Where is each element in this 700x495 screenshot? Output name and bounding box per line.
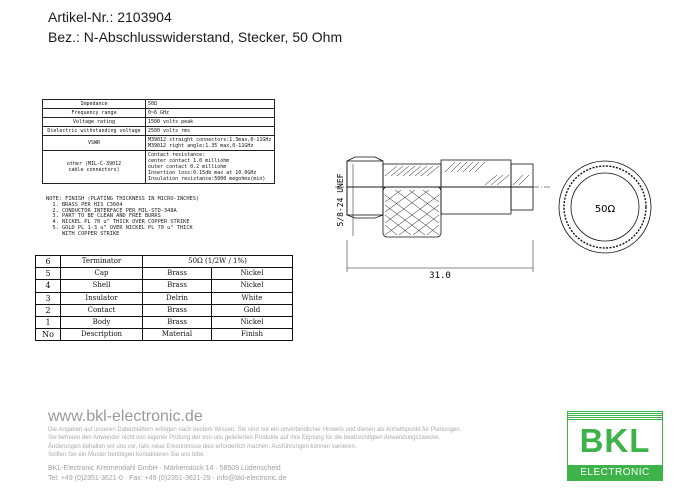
part-desc: Body	[61, 316, 143, 328]
spec-value: 1500 volts peak	[146, 118, 275, 127]
parts-row	[36, 268, 293, 280]
logo-sub-text: ELECTRONIC	[568, 465, 662, 480]
parts-row	[36, 280, 293, 292]
disclaimer-line: Sie befreien den Anwender nicht von eigener Prüfung der von uns gelieferten Produkte auf ihre Eignung für die beabsichtigten Anwendungszwecke.	[48, 435, 441, 442]
part-finish: Nickel	[212, 280, 293, 292]
parts-row	[36, 256, 293, 268]
spec-value: Contact resistance: center contact 1.0 milliohm outer contact 0.2 milliohm Insertion loss:0.15db max at 10.0GHz Insulation resistance:5000 megohms(min)	[146, 151, 275, 184]
part-desc: Terminator	[61, 256, 143, 268]
disclaimer	[48, 426, 568, 459]
spec-label: other (MIL-C-39012 cable connectors)	[43, 151, 146, 184]
part-desc: Insulator	[61, 292, 143, 304]
disclaimer-line: Änderungen behalten wir uns vor, falls neue Erkenntnisse dies erforderlich machen. Ausführungen können variieren.	[48, 443, 357, 450]
spec-value: 0~6 GHz	[146, 109, 275, 118]
logo-main-text: BKL	[579, 422, 651, 459]
part-finish: White	[212, 292, 293, 304]
part-no: 2	[36, 304, 61, 316]
header-no: No	[36, 329, 61, 341]
header-desc: Description	[61, 329, 143, 341]
part-no: 4	[36, 280, 61, 292]
part-desc: Contact	[61, 304, 143, 316]
length-dimension-label: 31.0	[429, 271, 451, 281]
spec-row	[43, 127, 275, 136]
part-no: 6	[36, 256, 61, 268]
spec-label: Frequency range	[43, 109, 146, 118]
part-finish: Nickel	[212, 268, 293, 280]
spec-label: Impedance	[43, 100, 146, 109]
company-address: BKL-Electronic Kreimendahl GmbH · Märkenstück 14 · 58509 Lüdenscheid	[48, 465, 281, 472]
part-material: Delrin	[143, 292, 212, 304]
parts-row	[36, 292, 293, 304]
spec-row	[43, 100, 275, 109]
part-desc: Cap	[61, 268, 143, 280]
part-finish: Nickel	[212, 316, 293, 328]
part-no: 5	[36, 268, 61, 280]
spec-label: Dielectric withstanding voltage	[43, 127, 146, 136]
header-material: Material	[143, 329, 212, 341]
part-no: 1	[36, 316, 61, 328]
product-description: Bez.: N-Abschlusswiderstand, Stecker, 50 Ohm	[48, 29, 343, 45]
disclaimer-line: Die Angaben auf unseren Datenblättern erfolgen nach bestem Wissen. Sie sind nur ein unverbindlicher Hinweis und dienen als Anhaltspunkt für Planungen.	[48, 427, 462, 433]
website-link[interactable]: www.bkl-electronic.de	[48, 408, 203, 425]
spec-table	[42, 99, 275, 184]
connector-drawing	[325, 140, 665, 285]
bkl-logo	[567, 411, 663, 481]
part-material: Brass	[143, 304, 212, 316]
part-finish: Gold	[212, 304, 293, 316]
spec-row	[43, 118, 275, 127]
spec-label: VSWR	[43, 136, 146, 151]
spec-row	[43, 109, 275, 118]
part-merged: 50Ω (1/2W / 1%)	[143, 256, 293, 268]
part-material: Brass	[143, 316, 212, 328]
spec-row	[43, 136, 275, 151]
logo-lines	[568, 413, 662, 421]
parts-header-row	[36, 329, 293, 341]
spec-value: 50Ω	[146, 100, 275, 109]
article-number: Artikel-Nr.: 2103904	[48, 9, 172, 25]
spec-label: Voltage rating	[43, 118, 146, 127]
disclaimer-line: Sollten Sie ein Muster benötigen kontaktieren Sie uns bitte.	[48, 451, 206, 458]
finish-notes: NOTE: FINISH (PLATING THICKNESS IN MICRO-INCHES) 1. BRASS PER HIS C3604 2. CONDUCTOR INTERFACE PER MIL-STD-348A 3. PART TO BE CLEAN AND FREE BURRS 4. NICKEL PL 70 u" THICK OVER COPPER STRIKE 5. GOLD PL 1-3 u" OVER NICKEL PL 70 u" THICK WITH COPPER STRIKE	[46, 196, 200, 237]
header-finish: Finish	[212, 329, 293, 341]
end-view-label: 50Ω	[594, 204, 616, 215]
spec-value: M39012 straight connectors:1.3max,0-11GHz M39012 right angle:1.35 max,0-11GHz	[146, 136, 275, 151]
part-material: Brass	[143, 280, 212, 292]
part-material: Brass	[143, 268, 212, 280]
part-desc: Shell	[61, 280, 143, 292]
company-contact: Tel: +49 (0)2351-3621-0 · Fax: +49 (0)2351-3621-29 · info@bkl-electronic.de	[48, 475, 287, 482]
parts-row	[36, 316, 293, 328]
part-no: 3	[36, 292, 61, 304]
spec-row	[43, 151, 275, 184]
thread-dimension-label: 5/8-24 UNEF	[336, 173, 345, 227]
parts-table	[35, 255, 293, 341]
spec-value: 2500 volts rms	[146, 127, 275, 136]
parts-row	[36, 304, 293, 316]
